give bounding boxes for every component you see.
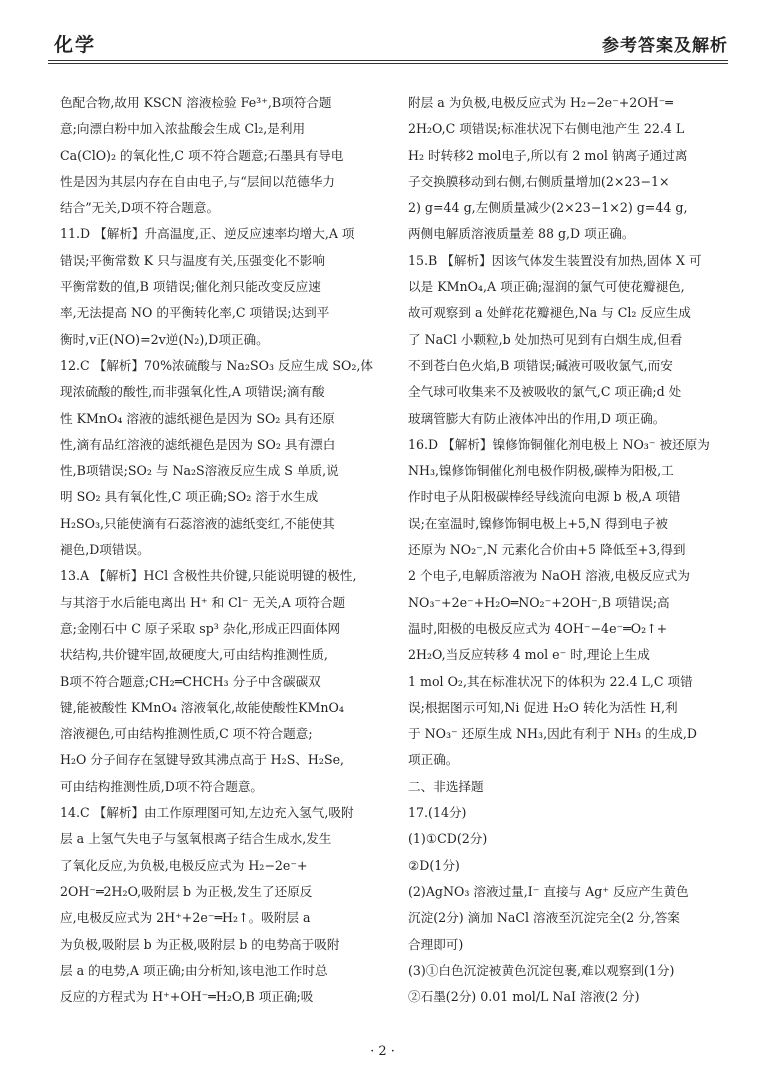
- text-line: 温时,阳极的电极反应式为 4OH⁻−4e⁻═O₂↑+: [408, 620, 668, 636]
- text-line: 键,能被酸性 KMnO₄ 溶液氧化,故能使酸性KMnO₄: [60, 699, 344, 715]
- text-line: 玻璃管膨大有防止液体冲出的作用,D 项正确。: [408, 410, 666, 426]
- text-line: 二、非选择题: [408, 778, 484, 794]
- text-line: 现浓硫酸的酸性,而非强氧化性,A 项错误;滴有酸: [60, 384, 325, 400]
- text-line: 作时电子从阳极碳棒经导线流向电源 b 极,A 项错: [408, 489, 681, 505]
- text-line: H₂ 时转移2 mol电子,所以有 2 mol 钠离子通过离: [408, 147, 688, 163]
- text-line: 性,B项错误;SO₂ 与 Na₂S溶液反应生成 S 单质,说: [60, 463, 339, 479]
- text-line: 状结构,共价键牢固,故硬度大,可由结构推测性质,: [60, 647, 328, 663]
- text-line: B项不符合题意;CH₂═CHCH₃ 分子中含碳碳双: [60, 673, 321, 689]
- right-column: [408, 90, 734, 1010]
- text-line: 明 SO₂ 具有氧化性,C 项正确;SO₂ 溶于水生成: [60, 489, 319, 505]
- text-line: 层 a 上氢气失电子与氢氧根离子结合生成水,发生: [60, 831, 332, 847]
- text-line: 为负极,吸附层 b 为正极,吸附层 b 的电势高于吸附: [60, 936, 340, 952]
- text-line: 误;在室温时,镍修饰铜电极上+5,N 得到电子被: [408, 515, 668, 531]
- header-rule: [48, 60, 728, 61]
- text-line: 反应的方程式为 H⁺+OH⁻═H₂O,B 项正确;吸: [60, 989, 314, 1005]
- text-line: ②D(1分): [408, 857, 460, 873]
- page-number: · 2 ·: [370, 1044, 395, 1059]
- text-line: 意;向漂白粉中加入浓盐酸会生成 Cl₂,是利用: [60, 121, 306, 137]
- text-line: 2H₂O,C 项错误;标准状况下右侧电池产生 22.4 L: [408, 121, 685, 137]
- text-line: (3)①白色沉淀被黄色沉淀包裹,难以观察到(1分): [408, 962, 675, 978]
- text-line: H₂O 分子间存在氢键导致其沸点高于 H₂S、H₂Se,: [60, 752, 345, 768]
- text-line: 于 NO₃⁻ 还原生成 NH₃,因此有利于 NH₃ 的生成,D: [408, 726, 697, 742]
- subject-title: 化学: [54, 34, 97, 56]
- text-line: 11.D 【解析】升高温度,正、逆反应速率均增大,A 项: [60, 226, 355, 242]
- page-header: [48, 22, 728, 56]
- text-line: 2H₂O,当反应转移 4 mol e⁻ 时,理论上生成: [408, 647, 650, 663]
- text-line: 了氧化反应,为负极,电极反应式为 H₂−2e⁻+: [60, 857, 308, 873]
- text-line: 2) g=44 g,左侧质量减少(2×23−1×2) g=44 g,: [408, 200, 688, 216]
- text-line: 性,滴有品红溶液的滤纸褪色是因为 SO₂ 具有漂白: [60, 436, 336, 452]
- text-line: 2 个电子,电解质溶液为 NaOH 溶液,电极反应式为: [408, 568, 690, 584]
- text-line: Ca(ClO)₂ 的氧化性,C 项不符合题意;石墨具有导电: [60, 147, 344, 163]
- text-line: 意;金刚石中 C 原子采取 sp³ 杂化,形成正四面体网: [60, 620, 341, 636]
- text-line: 全气球可收集来不及被吸收的氯气,C 项正确;d 处: [408, 384, 682, 400]
- text-line: 合理即可): [408, 936, 464, 952]
- text-line: 衡时,v正(NO)=2v逆(N₂),D项正确。: [60, 331, 269, 347]
- text-line: 沉淀(2分) 滴加 NaCl 溶液至沉淀完全(2 分,答案: [408, 910, 680, 926]
- header-rule-thin: [48, 63, 728, 64]
- text-line: 应,电极反应式为 2H⁺+2e⁻═H₂↑。吸附层 a: [60, 910, 311, 926]
- text-line: 错误;平衡常数 K 只与温度有关,压强变化不影响: [60, 252, 325, 268]
- text-line: 率,无法提高 NO 的平衡转化率,C 项错误;达到平: [60, 305, 330, 321]
- text-line: 了 NaCl 小颗粒,b 处加热可见到有白烟生成,但看: [408, 331, 683, 347]
- text-line: 1 mol O₂,其在标准状况下的体积为 22.4 L,C 项错: [408, 673, 693, 689]
- text-line: 溶液褪色,可由结构推测性质,C 项不符合题意;: [60, 726, 313, 742]
- text-line: NO₃⁻+2e⁻+H₂O═NO₂⁻+2OH⁻,B 项错误;高: [408, 594, 670, 610]
- text-line: 项正确。: [408, 752, 459, 768]
- text-line: 还原为 NO₂⁻,N 元素化合价由+5 降低至+3,得到: [408, 542, 686, 558]
- text-line: 不到苍白色火焰,B 项错误;碱液可吸收氯气,而安: [408, 357, 673, 373]
- text-line: 12.C 【解析】70%浓硫酸与 Na₂SO₃ 反应生成 SO₂,体: [60, 357, 373, 373]
- text-line: 平衡常数的值,B 项错误;催化剂只能改变反应速: [60, 279, 321, 295]
- text-line: 误;根据图示可知,Ni 促进 H₂O 转化为活性 H,利: [408, 699, 678, 715]
- text-line: 17.(14分): [408, 805, 467, 821]
- left-column: [60, 90, 386, 1010]
- text-line: NH₃,镍修饰铜催化剂电极作阴极,碳棒为阳极,工: [408, 463, 674, 479]
- text-line: (1)①CD(2分): [408, 831, 488, 847]
- text-line: 与其溶于水后能电离出 H⁺ 和 Cl⁻ 无关,A 项符合题: [60, 594, 346, 610]
- text-line: 褪色,D项错误。: [60, 542, 150, 558]
- text-line: (2)AgNO₃ 溶液过量,I⁻ 直接与 Ag⁺ 反应产生黄色: [408, 883, 689, 899]
- text-line: 15.B 【解析】因该气体发生装置没有加热,固体 X 可: [408, 252, 702, 268]
- text-line: 14.C 【解析】由工作原理图可知,左边充入氢气,吸附: [60, 805, 354, 821]
- text-line: 性是因为其层内存在自由电子,与“层间以范德华力: [60, 173, 335, 189]
- text-line: 子交换膜移动到右侧,右侧质量增加(2×23−1×: [408, 173, 670, 189]
- text-line: H₂SO₃,只能使滴有石蕊溶液的滤纸变红,不能使其: [60, 515, 335, 531]
- text-line: 性 KMnO₄ 溶液的滤纸褪色是因为 SO₂ 具有还原: [60, 410, 335, 426]
- text-line: ②石墨(2分) 0.01 mol/L NaI 溶液(2 分): [408, 989, 640, 1005]
- text-line: 2OH⁻═2H₂O,吸附层 b 为正极,发生了还原反: [60, 883, 313, 899]
- section-title: 参考答案及解析: [602, 36, 728, 56]
- text-line: 16.D 【解析】镍修饰铜催化剂电极上 NO₃⁻ 被还原为: [408, 436, 710, 452]
- text-line: 以是 KMnO₄,A 项正确;湿润的氯气可使花瓣褪色,: [408, 279, 685, 295]
- text-line: 色配合物,故用 KSCN 溶液检验 Fe³⁺,B项符合题: [60, 95, 332, 110]
- text-line: 附层 a 为负极,电极反应式为 H₂−2e⁻+2OH⁻═: [408, 95, 673, 110]
- text-line: 结合”无关,D项不符合题意。: [60, 200, 220, 216]
- text-line: 可由结构推测性质,D项不符合题意。: [60, 778, 264, 794]
- text-line: 故可观察到 a 处鲜花花瓣褪色,Na 与 Cl₂ 反应生成: [408, 305, 691, 321]
- text-line: 层 a 的电势,A 项正确;由分析知,该电池工作时总: [60, 962, 328, 978]
- text-line: 13.A 【解析】HCl 含极性共价键,只能说明键的极性,: [60, 568, 357, 584]
- text-line: 两侧电解质溶液质量差 88 g,D 项正确。: [408, 226, 635, 242]
